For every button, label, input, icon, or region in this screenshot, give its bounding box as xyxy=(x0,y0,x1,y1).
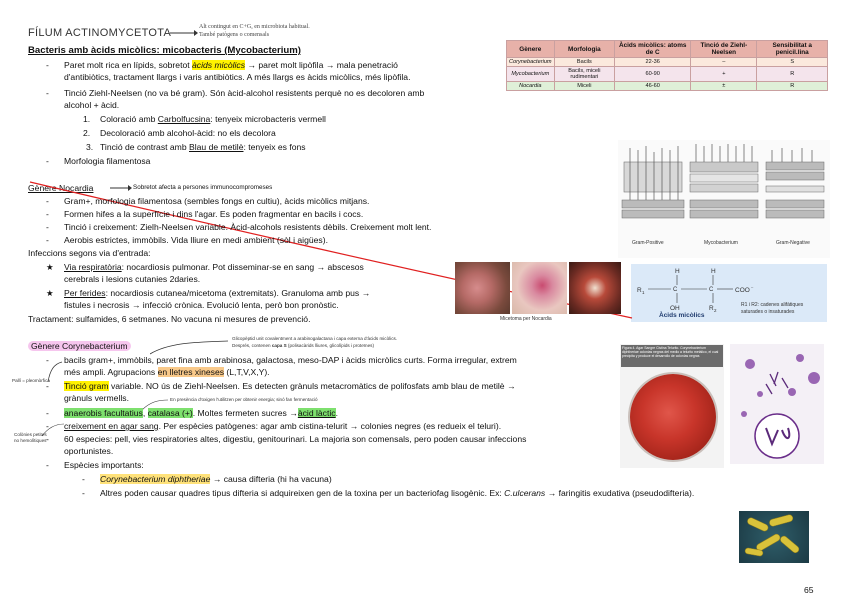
table-cell: – xyxy=(691,58,757,67)
nocardia-bullet-3: Tinció i creixement: Zielh-Neelsen variable. Àcid-alcohols resistents dèbils. Creixement molt lent. xyxy=(64,222,432,232)
myco-bullet-2: Tinció Ziehl-Neelsen (no va bé gram). Són àcid-alcohol resistents perquè no es decoloren amb xyxy=(64,88,425,98)
page-title: FÍLUM ACTINOMYCETOTA xyxy=(28,27,172,39)
bullet-dash: - xyxy=(46,381,49,391)
nocardia-note: Sobretot afecta a persones immunocompromeses xyxy=(133,184,273,191)
bullet-dash: - xyxy=(46,209,49,219)
nocardia-bullet-2: Formen hifes a la superfície i dins l'agar. Es poden fragmentar en bacils i cocs. xyxy=(64,209,364,219)
chem-oh: OH xyxy=(670,305,680,312)
chem-r1-sub: 1 xyxy=(642,290,645,295)
chem-r2-sub: 2 xyxy=(714,308,717,313)
nocardia-bullet-4: Aerobis estrictes, immòbils. Vida lliure en medi ambient (sòl i aigües). xyxy=(64,235,328,245)
chem-coo: COO xyxy=(735,287,750,294)
myco-bullet-1: Paret molt rica en lípids, sobretot àcids micòlics → paret molt lipòfila → mala penetració xyxy=(64,60,398,70)
table-cell: Bacils, miceli rudimentari xyxy=(554,67,615,82)
chem-r2: R xyxy=(709,305,714,312)
zn-step-3: Tinció de contrast amb Blau de metilè: tenyeix es fons xyxy=(100,142,306,152)
star-bullet-icon: ★ xyxy=(46,262,54,272)
chem-h-2: H xyxy=(711,268,716,275)
infection-respiratory: Via respiratòria: nocardiosis pulmonar. Pot disseminar-se en sang → abscesos xyxy=(64,262,364,272)
table-cell: 46-60 xyxy=(615,82,691,91)
bullet-dash: - xyxy=(46,88,49,98)
step-number: 3. xyxy=(86,142,94,152)
bullet-dash: - xyxy=(46,434,49,444)
cory-bullet-1: bacils gram+, immòbils, paret fina amb arabinosa, galactosa, meso-DAP i àcids micròlics curts. Forma irregular, extrem xyxy=(64,355,517,365)
cory-bullet-1-line2: més ampli. Agrupacions en lletres xineses (L,T,V,X,Y). xyxy=(64,367,270,377)
infections-intro: Infeccions segons via d'entrada: xyxy=(28,248,151,258)
side-note-colonies-1: Colònies petites xyxy=(14,432,47,437)
chem-title: Àcids micòlics xyxy=(659,312,705,319)
page-number: 65 xyxy=(804,585,814,595)
microscopy-photo xyxy=(730,344,824,464)
section-heading-mycobacteria: Bacteris amb àcids micòlics: micobacteris (Mycobacterium) xyxy=(28,45,301,56)
species-ulcerans: Altres poden causar quadres tipus difteria si adquireixen gen de la toxina per un bacteriofag lisogènic. Ex: C.ulcerans → faringitis exudativa (pseudodifteria). xyxy=(100,488,695,498)
diagram-label-gram-negative: Gram-Negative xyxy=(776,240,810,246)
cory-bullet-2-line2: grànuls vermells. xyxy=(64,393,129,403)
agar-figure-caption: Figura 4. Agar Sangre Cistina Telurito. Corynebacterium diphtheriae colonias negras del medio a telurito metálico, el cual precipita y produce el desarrollo de colonias negras xyxy=(621,345,723,367)
diagram-label-mycobacterium: Mycobacterium xyxy=(704,240,738,246)
bullet-dash: - xyxy=(46,235,49,245)
table-header-cell: Tinció de Ziehl-Neelsen xyxy=(691,41,757,58)
table-cell: Nocardia xyxy=(507,82,555,91)
table-header-cell: Sensibilitat a penicil.lina xyxy=(757,41,828,58)
comparison-table xyxy=(506,40,828,91)
header-note-2: També patògens o comensals xyxy=(199,32,270,38)
table-header-cell: Gènere xyxy=(507,41,555,58)
table-cell: 60-90 xyxy=(615,67,691,82)
bullet-dash: - xyxy=(46,156,49,166)
step-number: 1. xyxy=(83,114,91,124)
section-heading-nocardia: Gènere Nocardia xyxy=(28,183,94,193)
diagram-label-gram-positive: Gram-Positive xyxy=(632,240,664,246)
side-note-colonies-2: no hemolítiques xyxy=(14,438,47,443)
mycetoma-photo-skin xyxy=(512,262,567,314)
table-header-cell: Àcids micòlics: atoms de C xyxy=(615,41,691,58)
table-row xyxy=(507,82,828,91)
star-bullet-icon: ★ xyxy=(46,288,54,298)
bullet-dash: - xyxy=(82,488,85,498)
cory-bullet-2: Tinció gram variable. NO ús de Ziehl-Neelsen. Es detecten grànuls metacromàtics de polifosfats amb blau de metilè → xyxy=(64,381,516,391)
table-cell: R xyxy=(757,82,828,91)
photo-caption: Micetoma per Nocardia xyxy=(500,316,552,322)
myco-bullet-2-line2: alcohol + àcid. xyxy=(64,100,120,110)
table-cell: 22-36 xyxy=(615,58,691,67)
header-note-1: Alt contingut en C+G, en microbiota habitual. xyxy=(199,24,310,30)
table-cell: Miceli xyxy=(554,82,615,91)
myco-bullet-3: Morfologia filamentosa xyxy=(64,156,151,166)
bullet-dash: - xyxy=(82,474,85,484)
table-cell: + xyxy=(691,67,757,82)
mycolic-acid-structure xyxy=(631,264,827,322)
cory-bullet-3: anaerobis facultatius, catalasa (+). Moltes fermeten sucres →àcid làctic. xyxy=(64,408,338,418)
zn-step-1: Coloració amb Carbolfucsina: tenyeix microbacteris vermell xyxy=(100,114,326,124)
cory-bullet-5-line2: oportunistes. xyxy=(64,446,114,456)
step-number: 2. xyxy=(83,128,91,138)
curved-arrow-icon xyxy=(40,422,66,438)
table-cell: Corynebacterium xyxy=(507,58,555,67)
cory-bullet-6: Espècies importants: xyxy=(64,460,144,470)
cory-wall-note-2: Després, contenen capa S (polisacàrids lliures, glicolípids i proteïnes) xyxy=(232,343,374,348)
bullet-dash: - xyxy=(46,355,49,365)
chem-r1: R xyxy=(637,287,642,294)
mycetoma-photo-lesion xyxy=(569,262,621,314)
bullet-dash: - xyxy=(46,222,49,232)
nocardia-treatment: Tractament: sulfamides, 6 setmanes. No vacuna ni mesures de prevenció. xyxy=(28,314,311,324)
curved-arrow-icon xyxy=(150,338,230,356)
species-diphtheriae: Corynebacterium diphtheriae → causa difteria (hi ha vacuna) xyxy=(100,474,332,484)
cory-bullet-4: creixement en agar sang. Per espècies patògenes: agar amb cistina-telurit → colonies negres (es redueix el teluri). xyxy=(64,421,502,431)
bullet-dash: - xyxy=(46,460,49,470)
table-row xyxy=(507,58,828,67)
section-heading-corynebacterium: Gènere Corynebacterium xyxy=(28,341,131,352)
chem-desc-2: saturades o insaturades xyxy=(741,309,795,315)
myco-bullet-1-line2: d'antibiòtics, tractament llargs i varis antibiòtics. A més llargs es àcids micòlics, més lipòfila. xyxy=(64,72,411,82)
svg-text:C: C xyxy=(709,287,714,293)
arrow-right-icon xyxy=(170,29,198,37)
highlight-acids-micolics: àcids micòlics xyxy=(192,60,246,70)
bullet-dash: - xyxy=(46,60,49,70)
cory-wall-note-1: Glicopèptid unit covalentment a arabinogalactana i capa externa d'àcids micòlics. xyxy=(232,336,398,341)
table-cell: ± xyxy=(691,82,757,91)
infection-wounds: Per ferides: nocardiosis cutanea/micetoma (extremitats). Granuloma amb pus → xyxy=(64,288,371,298)
bullet-dash: - xyxy=(46,421,49,431)
svg-text:C: C xyxy=(673,287,678,293)
infection-wounds-line2: fistules i necrosis → infecció crònica. Evolució lenta, però bon pronòstic. xyxy=(64,300,339,310)
corynebacterium-sem-photo xyxy=(739,511,809,563)
table-cell: R xyxy=(757,67,828,82)
infection-respiratory-line2: cerebrals i lesions cutanies 2daries. xyxy=(64,274,201,284)
table-row xyxy=(507,67,828,82)
nocardia-bullet-1: Gram+, morfologia filamentosa (sembles fongs en cultiu), àcids micòlics mitjans. xyxy=(64,196,370,206)
agar-plate-figure xyxy=(620,344,724,468)
agar-plate-photo xyxy=(630,374,716,460)
table-cell: S xyxy=(757,58,828,67)
table-header-row xyxy=(507,41,828,58)
table-header-cell: Morfologia xyxy=(554,41,615,58)
cory-bullet-5: 60 especies: pell, vies respiratories altes, digestiu, genitourinari. La majoria son comensals, pero poden causar infeccions xyxy=(64,434,527,444)
table-cell: Bacils xyxy=(554,58,615,67)
chem-h-1: H xyxy=(675,268,680,275)
bullet-dash: - xyxy=(46,408,49,418)
svg-text:–: – xyxy=(751,284,754,289)
chem-desc-1: R1 i R2: cadenes alifàtiques xyxy=(741,302,804,308)
bullet-dash: - xyxy=(46,196,49,206)
side-note-pleomorphic: Pallí = pleomòrfica xyxy=(12,378,50,383)
zn-step-2: Decoloració amb alcohol-àcid: no els decolora xyxy=(100,128,276,138)
table-cell: Mycobacterium xyxy=(507,67,555,82)
mycetoma-photo-foot xyxy=(455,262,510,314)
cell-wall-diagram xyxy=(618,140,830,258)
oxygen-note: En presència d'oxigen l'utilitzen per obtenir energia; sinó fan fermentació xyxy=(170,397,318,402)
